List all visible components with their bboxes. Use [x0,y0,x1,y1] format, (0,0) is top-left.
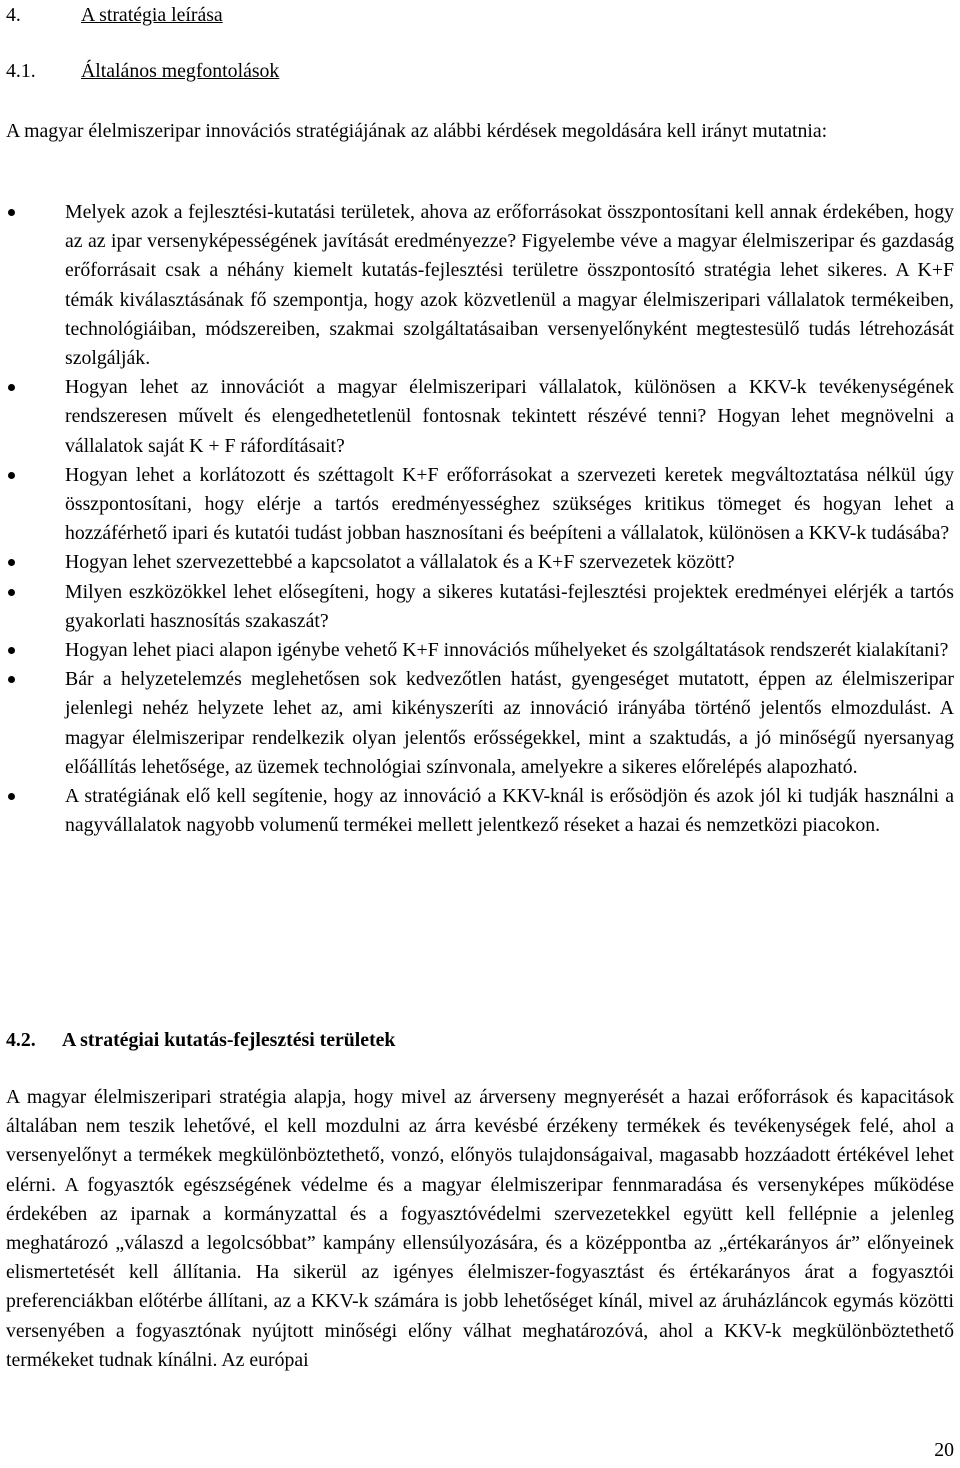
subsection-heading-2 [6,1025,395,1055]
list-item-text: Hogyan lehet piaci alapon igénybe vehető K+F innovációs műhelyeket és szolgáltatások rendszerét kialakítani? [65,639,949,662]
intro-paragraph: A magyar élelmiszeripar innovációs stratégiájának az alábbi kérdések megoldására kell irányt mutatnia: [6,120,828,142]
bullet-icon [8,384,15,391]
list-item-text: Hogyan lehet a korlátozott és széttagolt K+F erőforrásokat a szervezeti keretek megváltoztatása nélkül úgy összpontosítani, hogy elérje a tartós eredményességhez szükséges kritikus tömeget és hogyan lehet a hozzáférhető ipari és kutatói tudást jobban hasznosítani és beépíteni a vállalatok, különösen a KKV-k tudásába? [65,463,954,545]
list-item [6,198,954,373]
bullet-icon [8,647,15,654]
list-item-text: A stratégiának elő kell segítenie, hogy az innováció a KKV-knál is erősödjön és azok jól ki tudják használni a nagyvállalatok nagyobb volumenű termékei mellett jelentkező réseket a hazai és nemzetközi piacokon. [65,785,954,837]
list-item [6,636,954,665]
page-number: 20 [934,1439,954,1461]
question-list [6,198,954,840]
body-paragraph: A magyar élelmiszeripari stratégia alapja, hogy mivel az árverseny megnyerését a hazai erőforrások és kapacitások általában nem teszik lehetővé, el kell mozdulni az árra kevésbé érzékeny termékek és tevékenységek felé, ahol a versenyelőnyt a termékek megkülönböztethető, vonzó, előnyös tulajdonságaival, magasabb hozzáadott értékével lehet elérni. A fogyasztók egészségének védelme és a magyar élelmiszeripar fennmaradása és versenyképes működése érdekében az iparnak a kormányzattal és a fogyasztóvédelmi szervezetekkel együtt kell fellépnie a jelenleg meghatározó „válaszd a legolcsóbbat” kampány ellensúlyozására, és a középpontba az „értékarányos ár” előnyeinek elismertetését kell állítania. Ha sikerül az igényes élelmiszer-fogyasztást és értékarányos árat a fogyasztói preferenciákban előtérbe állítani, az a KKV-k számára is jobb lehetőséget kínál, mivel az áruházláncok egymás közötti versenyében a fogyasztónak nyújtott minőségi előny válhat meghatározóvá, ahol a KKV-k megkülönböztethető termékeket tudnak kínálni. Az európai [6,1086,954,1371]
list-item [6,461,954,549]
list-item [6,782,954,840]
list-item-text: Bár a helyzetelemzés meglehetősen sok kedvezőtlen hatást, gyengeséget mutatott, éppen az élelmiszeripar jelenlegi nehéz helyzete lehet az, ami kikényszeríti az innováció irányába történő jelentős elmozdulást. A magyar élelmiszeripar rendelkezik olyan jelentős erősségekkel, mint a szaktudás, a jó minőségű nyersanyag előállítás lehetősége, az üzemek technológiai színvonala, amelyekre a sikeres előrelépés alapozható. [65,668,954,778]
list-item-text: Melyek azok a fejlesztési-kutatási területek, ahova az erőforrásokat összpontosítani kell annak érdekében, hogy az az ipar versenyképességének javítását eredményezze? Figyelembe véve a magyar élelmiszeripar és gazdaság erőforrásait csak a néhány kiemelt kutatás-fejlesztési területre összpontosító stratégia lehet sikeres. A K+F témák kiválasztásának fő szempontja, hogy azok közvetlenül a magyar élelmiszeripari vállalatok termékeiben, technológiáiban, módszereiben, szakmai szolgáltatásaiban versenyelőnyként megtestesülő tudás létrehozását szolgálják. [65,201,954,370]
section-number: 4. [6,4,21,26]
list-item [6,373,954,461]
list-item-text: Milyen eszközökkel lehet elősegíteni, hogy a sikeres kutatási-fejlesztési projektek eredményei elérjék a tartós gyakorlati hasznosítás szakaszát? [65,580,954,632]
subsection-2-title: A stratégiai kutatás-fejlesztési területek [62,1029,396,1051]
section-title: A stratégia leírása [81,4,223,26]
subsection-2-number: 4.2. [6,1029,36,1051]
list-item [6,578,954,636]
bullet-icon [8,676,15,683]
subsection-1-number: 4.1. [6,60,36,82]
subsection-heading-1 [6,56,279,86]
subsection-1-title: Általános megfontolások [81,60,280,82]
list-item-text: Hogyan lehet szervezettebbé a kapcsolatot a vállalatok és a K+F szervezetek között? [65,551,735,574]
list-item [6,665,954,782]
bullet-icon [8,559,15,566]
bullet-icon [8,793,15,800]
bullet-icon [8,209,15,216]
bullet-icon [8,472,15,479]
section-heading [6,0,223,30]
list-item [6,548,954,577]
bullet-icon [8,589,15,596]
list-item-text: Hogyan lehet az innovációt a magyar élelmiszeripari vállalatok, különösen a KKV-k tevékenységének rendszeresen művelt és elengedhetetlenül fontosnak tekintett részévé tenni? Hogyan lehet megnövelni a vállalatok saját K + F ráfordításait? [65,376,954,457]
